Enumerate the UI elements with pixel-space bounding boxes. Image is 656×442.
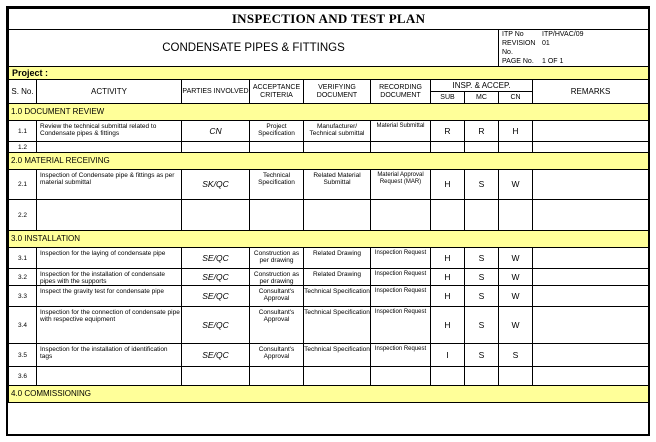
row-sno: 3.6 — [9, 367, 37, 386]
row-parties — [182, 367, 250, 386]
row-recording: Inspection Request — [371, 248, 431, 269]
row-mc: S — [465, 170, 499, 200]
row-cn — [499, 367, 533, 386]
row-verifying: Related Drawing — [304, 248, 371, 269]
row-recording: Inspection Request — [371, 286, 431, 307]
row-sno: 2.1 — [9, 170, 37, 200]
row-activity — [37, 200, 182, 231]
row-remarks — [533, 344, 649, 367]
meta-label: PAGE No. — [502, 58, 534, 65]
row-acceptance: Consultant's Approval — [250, 344, 304, 367]
row-sub — [431, 142, 465, 153]
row-recording: Inspection Request — [371, 344, 431, 367]
row-sub — [431, 367, 465, 386]
row-sno: 3.5 — [9, 344, 37, 367]
row-activity: Inspection for the installation of condensate pipes with the supports — [37, 269, 182, 286]
table-row — [9, 142, 649, 153]
meta-label: REVISION No. — [502, 40, 536, 56]
row-cn: W — [499, 170, 533, 200]
section-header: 2.0 MATERIAL RECEIVING — [9, 153, 649, 170]
row-remarks — [533, 200, 649, 231]
row-mc — [465, 367, 499, 386]
row-recording — [371, 200, 431, 231]
section-header: 4.0 COMMISSIONING — [9, 386, 649, 403]
row-activity: Inspection for the laying of condensate pipe — [37, 248, 182, 269]
row-sub: H — [431, 307, 465, 344]
meta-itp-row — [502, 30, 648, 39]
row-mc — [465, 200, 499, 231]
row-cn — [499, 142, 533, 153]
row-remarks — [533, 286, 649, 307]
row-acceptance — [250, 367, 304, 386]
row-activity — [37, 367, 182, 386]
row-remarks — [533, 248, 649, 269]
itp-document — [6, 6, 650, 436]
table-row — [9, 269, 649, 286]
row-acceptance: Consultant's Approval — [250, 307, 304, 344]
document-title: INSPECTION AND TEST PLAN — [9, 9, 649, 30]
row-remarks — [533, 307, 649, 344]
row-mc: S — [465, 307, 499, 344]
row-mc: S — [465, 248, 499, 269]
row-verifying — [304, 367, 371, 386]
row-cn — [499, 200, 533, 231]
table-row — [9, 170, 649, 200]
row-verifying — [304, 200, 371, 231]
meta-value: 1 OF 1 — [542, 58, 564, 65]
row-remarks — [533, 170, 649, 200]
row-activity — [37, 142, 182, 153]
col-mc: MC — [465, 92, 499, 104]
row-parties: SE/QC — [182, 344, 250, 367]
section-header: 3.0 INSTALLATION — [9, 231, 649, 248]
itp-table — [8, 8, 649, 403]
row-recording: Material Approval Request (MAR) — [371, 170, 431, 200]
row-sub: H — [431, 269, 465, 286]
col-acceptance: ACCEPTANCE CRITERIA — [250, 80, 304, 104]
meta-value: 01 — [542, 40, 550, 47]
row-remarks — [533, 142, 649, 153]
row-sno: 3.2 — [9, 269, 37, 286]
row-sub: H — [431, 170, 465, 200]
row-verifying: Related Material Submittal — [304, 170, 371, 200]
row-acceptance: Construction as per drawing — [250, 269, 304, 286]
row-cn: S — [499, 344, 533, 367]
col-recording: RECORDING DOCUMENT — [371, 80, 431, 104]
row-activity: Inspection for the installation of identification tags — [37, 344, 182, 367]
row-verifying — [304, 142, 371, 153]
row-sno: 3.1 — [9, 248, 37, 269]
row-cn: W — [499, 248, 533, 269]
meta-revision-row — [502, 39, 648, 57]
row-parties — [182, 142, 250, 153]
row-acceptance: Construction as per drawing — [250, 248, 304, 269]
col-sub: SUB — [431, 92, 465, 104]
row-recording — [371, 142, 431, 153]
row-sub: H — [431, 248, 465, 269]
row-cn: H — [499, 121, 533, 142]
row-mc: R — [465, 121, 499, 142]
row-remarks — [533, 269, 649, 286]
row-activity: Inspection of Condensate pipe & fittings as per material submittal — [37, 170, 182, 200]
col-verifying: VERIFYING DOCUMENT — [304, 80, 371, 104]
row-mc: S — [465, 286, 499, 307]
row-sub: R — [431, 121, 465, 142]
row-verifying: Technical Specification — [304, 307, 371, 344]
row-parties: SE/QC — [182, 269, 250, 286]
meta-label: ITP No — [502, 31, 524, 38]
table-row — [9, 367, 649, 386]
row-acceptance — [250, 200, 304, 231]
col-parties: PARTIES INVOLVED — [182, 80, 250, 104]
project-label: Project : — [9, 67, 649, 80]
section-header: 1.0 DOCUMENT REVIEW — [9, 104, 649, 121]
table-row — [9, 286, 649, 307]
row-parties: CN — [182, 121, 250, 142]
row-activity: Inspection for the connection of condensate pipe with respective equipment — [37, 307, 182, 344]
row-sub: H — [431, 286, 465, 307]
row-parties: SK/QC — [182, 170, 250, 200]
row-mc: S — [465, 269, 499, 286]
row-parties: SE/QC — [182, 307, 250, 344]
row-parties: SE/QC — [182, 248, 250, 269]
row-cn: W — [499, 307, 533, 344]
row-sno: 3.4 — [9, 307, 37, 344]
row-recording: Material Submittal — [371, 121, 431, 142]
row-acceptance — [250, 142, 304, 153]
col-activity: ACTIVITY — [37, 80, 182, 104]
row-activity: Review the technical submittal related to Condensate pipes & fittings — [37, 121, 182, 142]
row-verifying: Manufacturer/ Technical submittal — [304, 121, 371, 142]
table-row — [9, 121, 649, 142]
col-insp-accep: INSP. & ACCEP. — [431, 80, 533, 92]
row-parties — [182, 200, 250, 231]
table-row — [9, 344, 649, 367]
meta-page-row — [502, 57, 648, 66]
row-acceptance: Consultant's Approval — [250, 286, 304, 307]
row-acceptance: Project Specification — [250, 121, 304, 142]
row-recording: Inspection Request — [371, 307, 431, 344]
row-remarks — [533, 121, 649, 142]
row-acceptance: Technical Specification — [250, 170, 304, 200]
row-verifying: Related Drawing — [304, 269, 371, 286]
row-sno: 2.2 — [9, 200, 37, 231]
row-sub: I — [431, 344, 465, 367]
row-recording — [371, 367, 431, 386]
row-activity: Inspect the gravity test for condensate pipe — [37, 286, 182, 307]
row-sub — [431, 200, 465, 231]
col-cn: CN — [499, 92, 533, 104]
row-mc — [465, 142, 499, 153]
row-recording: Inspection Request — [371, 269, 431, 286]
table-row — [9, 307, 649, 344]
row-sno: 1.2 — [9, 142, 37, 153]
document-meta — [499, 30, 649, 67]
row-verifying: Technical Specification — [304, 286, 371, 307]
row-cn: W — [499, 286, 533, 307]
col-sno: S. No. — [9, 80, 37, 104]
row-remarks — [533, 367, 649, 386]
table-row — [9, 200, 649, 231]
row-verifying: Technical Specification — [304, 344, 371, 367]
row-sno: 1.1 — [9, 121, 37, 142]
row-parties: SE/QC — [182, 286, 250, 307]
document-subtitle: CONDENSATE PIPES & FITTINGS — [9, 30, 499, 67]
row-mc: S — [465, 344, 499, 367]
col-remarks: REMARKS — [533, 80, 649, 104]
meta-value: ITP/HVAC/09 — [542, 31, 584, 38]
table-row — [9, 248, 649, 269]
row-cn: W — [499, 269, 533, 286]
row-sno: 3.3 — [9, 286, 37, 307]
